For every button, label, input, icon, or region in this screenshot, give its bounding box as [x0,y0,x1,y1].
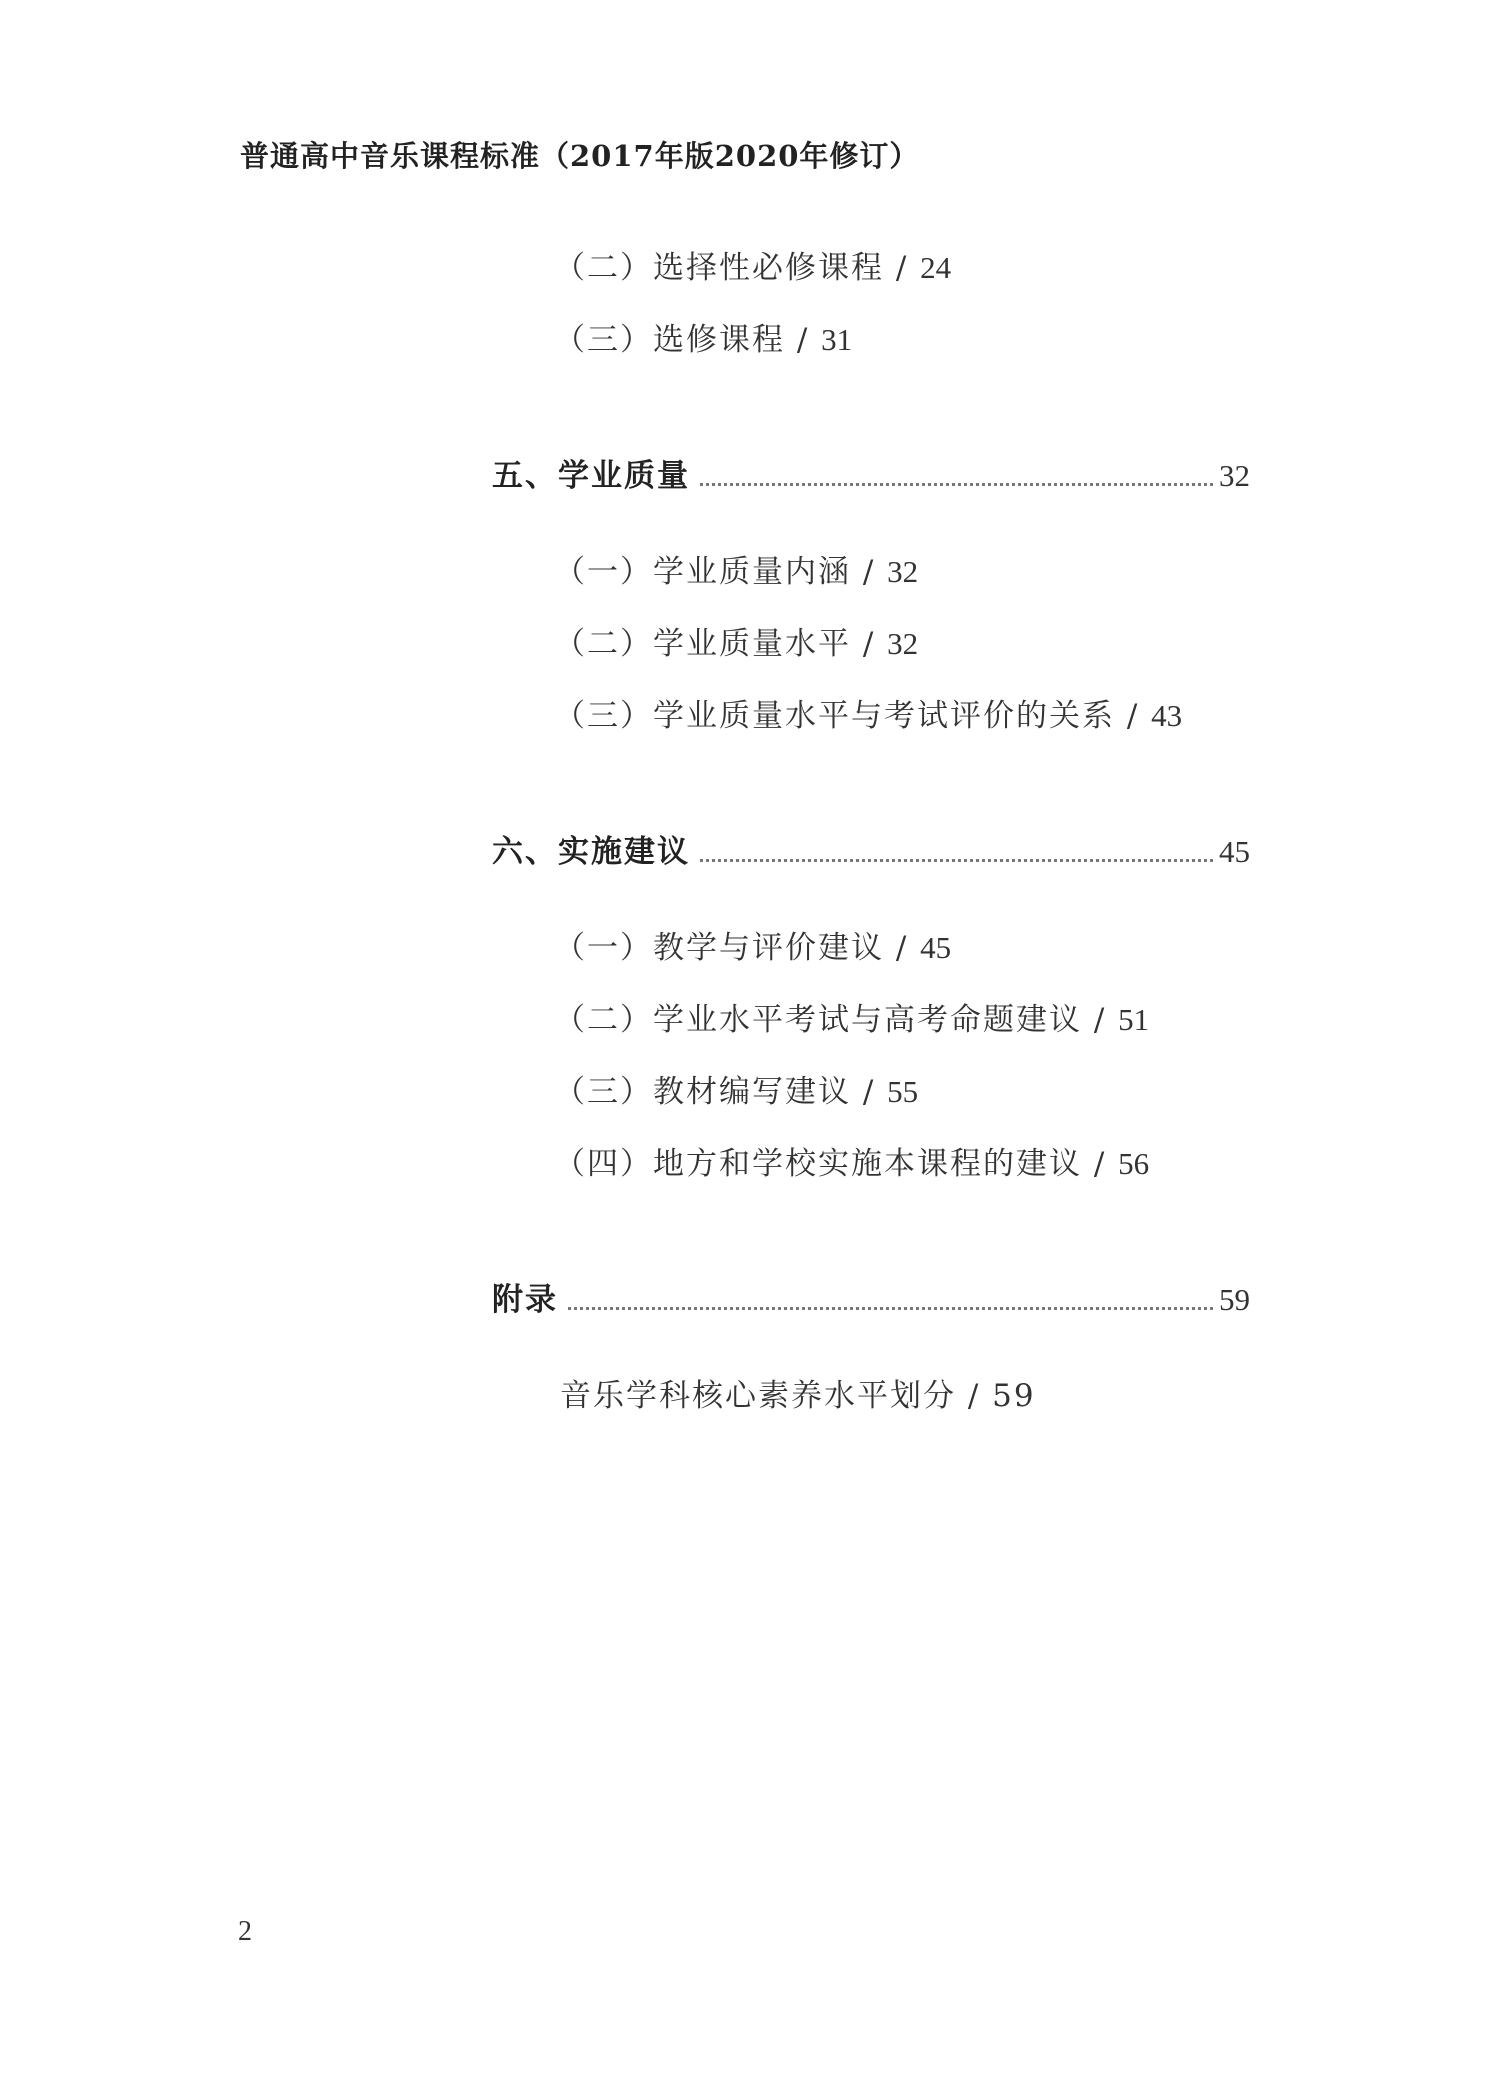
toc-entry-page: 45 [920,930,952,965]
toc-entry-s6-1[interactable] [554,922,951,967]
toc-entry-label: （一）教学与评价建议 [554,930,884,966]
toc-separator: / [956,1378,993,1414]
toc-entry-s6-3[interactable] [554,1066,918,1111]
toc-entry-s6-2[interactable] [554,994,1149,1039]
toc-entry-s5-1[interactable] [554,546,918,591]
toc-separator: / [1082,1146,1119,1182]
toc-separator: / [851,554,888,590]
chapter-title: 五、学业质量 [492,458,690,494]
toc-separator: / [884,250,921,286]
dot-leader [568,1306,1213,1310]
toc-entry-page: 51 [1118,1002,1150,1037]
chapter-title: 附录 [492,1282,558,1318]
toc-entry-page: 43 [1151,698,1183,733]
toc-entry-s5-2[interactable] [554,618,918,663]
running-header-title: 普通高中音乐课程标准（2017年版2020年修订） [240,139,920,173]
toc-entry-label: （二）选择性必修课程 [554,250,884,286]
toc-entry-appendix-1[interactable] [560,1370,1036,1415]
toc-entry-label: （二）学业水平考试与高考命题建议 [554,1002,1082,1038]
toc-entry-page: 56 [1118,1146,1150,1181]
toc-entry-s6-4[interactable] [554,1138,1149,1183]
toc-entry-label: （三）选修课程 [554,322,785,358]
toc-separator: / [1082,1002,1119,1038]
toc-entry-s5-3[interactable] [554,690,1182,735]
chapter-page: 59 [1219,1282,1250,1317]
toc-entry-page: 32 [887,554,919,589]
toc-entry-page: 55 [887,1074,919,1109]
toc-entry-label: （二）学业质量水平 [554,626,851,662]
toc-entry-s4-3[interactable] [554,314,852,359]
toc-separator: / [851,626,888,662]
dot-leader [700,858,1213,862]
chapter-page: 32 [1219,458,1250,493]
toc-entry-page: 59 [992,1378,1036,1414]
toc-entry-label: （四）地方和学校实施本课程的建议 [554,1146,1082,1182]
chapter-page: 45 [1219,834,1250,869]
toc-separator: / [1115,698,1152,734]
toc-entry-label: （三）教材编写建议 [554,1074,851,1110]
toc-separator: / [851,1074,888,1110]
toc-chapter-academic-quality[interactable] [492,450,1250,495]
toc-separator: / [785,322,822,358]
toc-chapter-implementation[interactable] [492,826,1250,871]
toc-entry-label: （三）学业质量水平与考试评价的关系 [554,698,1115,734]
toc-entry-page: 32 [887,626,919,661]
dot-leader [700,482,1213,486]
toc-entry-s4-2[interactable] [554,242,951,287]
toc-entry-page: 24 [920,250,952,285]
toc-separator: / [884,930,921,966]
toc-entry-label: （一）学业质量内涵 [554,554,851,590]
page-number: 2 [238,1916,252,1947]
chapter-title: 六、实施建议 [492,834,690,870]
toc-entry-page: 31 [821,322,853,357]
toc-chapter-appendix[interactable] [492,1274,1250,1319]
toc-entry-label: 音乐学科核心素养水平划分 [560,1378,956,1414]
